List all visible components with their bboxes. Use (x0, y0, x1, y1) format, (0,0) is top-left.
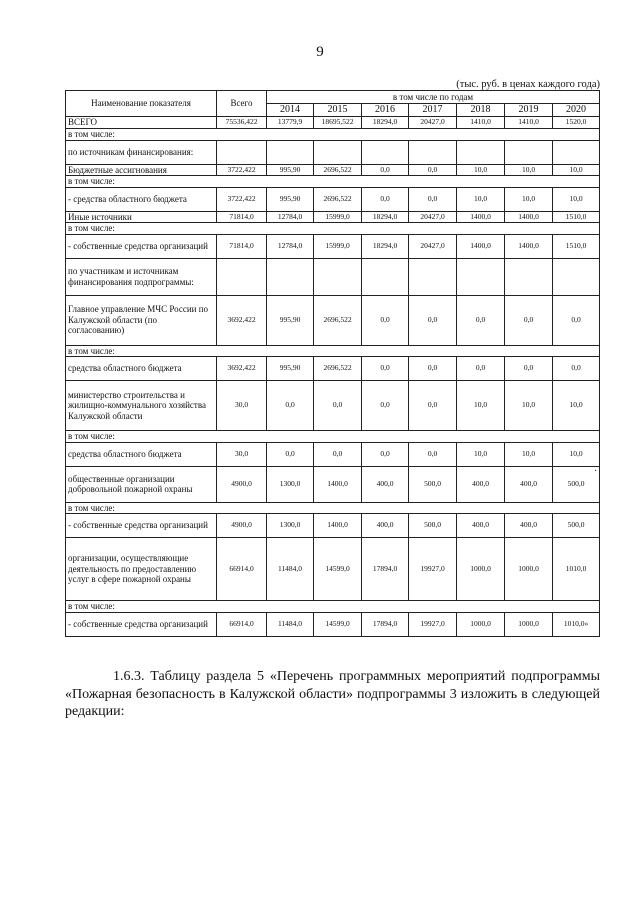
page-number: 9 (316, 44, 324, 60)
row-label: по участникам и источникам финансирования подпрограммы: (66, 258, 217, 295)
row-value: 71814,0 (217, 211, 267, 223)
row-value: 18294,0 (362, 211, 409, 223)
row-label: в том числе: (66, 502, 600, 514)
row-value: 1510,0 (553, 234, 600, 258)
row-value: 995,90 (267, 357, 314, 381)
table-row (66, 258, 600, 295)
row-value: 10,0 (505, 442, 553, 466)
row-value: 2696,522 (314, 187, 362, 211)
row-value: 10,0 (457, 381, 505, 431)
row-label: по источникам финансирования: (66, 140, 217, 164)
table-row (66, 431, 600, 443)
row-value: 66914,0 (217, 538, 267, 601)
row-label: министерство строительства и жилищно-коммунального хозяйства Калужской области (66, 381, 217, 431)
row-value (217, 140, 267, 164)
row-label: ВСЕГО (66, 117, 217, 129)
row-value: 1000,0 (457, 538, 505, 601)
row-value (267, 140, 314, 164)
row-value: 995,90 (267, 187, 314, 211)
row-value: 10,0 (553, 442, 600, 466)
row-value: 11484,0 (267, 538, 314, 601)
row-value: 20427,0 (409, 211, 457, 223)
row-value: 1010,0» (553, 612, 600, 636)
row-label: в том числе: (66, 431, 600, 443)
row-value: 18695,522 (314, 117, 362, 129)
row-value (314, 140, 362, 164)
row-value: 19927,0 (409, 612, 457, 636)
row-value: 4900,0 (217, 466, 267, 502)
row-value: 1300,0 (267, 514, 314, 538)
row-value (457, 140, 505, 164)
row-value: 10,0 (553, 381, 600, 431)
row-value (267, 258, 314, 295)
row-value: 12784,0 (267, 211, 314, 223)
row-value: 75536,422 (217, 117, 267, 129)
row-value: 0,0 (362, 164, 409, 176)
row-value: 4900,0 (217, 514, 267, 538)
row-value: 13779,9 (267, 117, 314, 129)
row-value: 0,0 (362, 295, 409, 345)
row-value: 400,0 (457, 466, 505, 502)
row-value: 2696,522 (314, 295, 362, 345)
row-value: 10,0 (553, 187, 600, 211)
table-row (66, 234, 600, 258)
table-row (66, 502, 600, 514)
row-value: 11484,0 (267, 612, 314, 636)
row-value: 3692,422 (217, 295, 267, 345)
row-value: 15999,0 (314, 234, 362, 258)
row-value (505, 258, 553, 295)
row-value: 1400,0 (457, 234, 505, 258)
row-label: в том числе: (66, 176, 600, 188)
row-value: 500,0 (553, 514, 600, 538)
table-row (66, 466, 600, 502)
row-value: 1000,0 (505, 612, 553, 636)
financing-table (65, 90, 600, 637)
header-year: 2014 (267, 104, 314, 117)
table-row (66, 381, 600, 431)
paragraph (65, 668, 600, 721)
header-name: Наименование показателя (66, 91, 217, 117)
row-value: 10,0 (457, 187, 505, 211)
row-label: в том числе: (66, 345, 600, 357)
row-value: 20427,0 (409, 117, 457, 129)
row-label: общественные организации добровольной пожарной охраны (66, 466, 217, 502)
row-value: 1510,0 (553, 211, 600, 223)
row-value: 0,0 (362, 187, 409, 211)
row-value: 1520,0 (553, 117, 600, 129)
paragraph-text: 1.6.3. Таблицу раздела 5 «Перечень программных мероприятий подпрограммы «Пожарная безопасность в Калужской области» подпрограммы 3 изложить в следующей редакции: (65, 669, 600, 719)
row-value: 17894,0 (362, 538, 409, 601)
table-row (66, 140, 600, 164)
row-value: 0,0 (362, 357, 409, 381)
row-value: 18294,0 (362, 117, 409, 129)
row-label: средства областного бюджета (66, 357, 217, 381)
row-value (457, 258, 505, 295)
row-value: 0,0 (553, 295, 600, 345)
row-value: 995,90 (267, 164, 314, 176)
row-value: 10,0 (457, 164, 505, 176)
row-value: 15999,0 (314, 211, 362, 223)
row-label: - собственные средства организаций (66, 612, 217, 636)
row-value: 400,0 (362, 514, 409, 538)
row-label: в том числе: (66, 129, 600, 141)
row-value (217, 258, 267, 295)
row-value: 0,0 (409, 381, 457, 431)
row-value: 0,0 (457, 295, 505, 345)
header-year: 2019 (505, 104, 553, 117)
row-label: средства областного бюджета (66, 442, 217, 466)
header-year: 2017 (409, 104, 457, 117)
header-year: 2020 (553, 104, 600, 117)
row-value: 3692,422 (217, 357, 267, 381)
table-row (66, 612, 600, 636)
row-value: 10,0 (505, 164, 553, 176)
row-value (409, 258, 457, 295)
row-value: 995,90 (267, 295, 314, 345)
row-value: 0,0 (314, 381, 362, 431)
header-year: 2018 (457, 104, 505, 117)
row-value: 10,0 (505, 381, 553, 431)
row-label: в том числе: (66, 223, 600, 235)
table-row (66, 357, 600, 381)
row-value: 0,0 (314, 442, 362, 466)
row-value: 2696,522 (314, 164, 362, 176)
row-value: 1010,0 (553, 538, 600, 601)
row-value: 1300,0 (267, 466, 314, 502)
row-value (505, 140, 553, 164)
row-value: 500,0 (409, 514, 457, 538)
row-value: 14599,0 (314, 538, 362, 601)
row-value: 1000,0 (505, 538, 553, 601)
row-value: 71814,0 (217, 234, 267, 258)
row-value: 0,0 (505, 357, 553, 381)
row-value: 0,0 (409, 357, 457, 381)
row-value: 20427,0 (409, 234, 457, 258)
header-total: Всего (217, 91, 267, 117)
row-value: 400,0 (505, 514, 553, 538)
row-value: 0,0 (409, 295, 457, 345)
row-value: 30,0 (217, 442, 267, 466)
row-value: 3722,422 (217, 164, 267, 176)
row-value: 17894,0 (362, 612, 409, 636)
table-row (66, 129, 600, 141)
row-value: 400,0 (505, 466, 553, 502)
row-value: 18294,0 (362, 234, 409, 258)
table-row (66, 345, 600, 357)
row-value: 1410,0 (457, 117, 505, 129)
row-value: 10,0 (553, 164, 600, 176)
row-value: 1000,0 (457, 612, 505, 636)
row-value: 1400,0 (314, 514, 362, 538)
table-row (66, 295, 600, 345)
row-value (553, 140, 600, 164)
row-label: - собственные средства организаций (66, 514, 217, 538)
row-value: 3722,422 (217, 187, 267, 211)
row-value (409, 140, 457, 164)
row-label: - средства областного бюджета (66, 187, 217, 211)
row-value: 0,0 (553, 357, 600, 381)
table-row (66, 117, 600, 129)
row-value: 400,0 (457, 514, 505, 538)
row-value: 66914,0 (217, 612, 267, 636)
row-value: 0,0 (362, 442, 409, 466)
row-value (362, 140, 409, 164)
table-row (66, 176, 600, 188)
table-row (66, 223, 600, 235)
row-value: 0,0 (457, 357, 505, 381)
row-label: - собственные средства организаций (66, 234, 217, 258)
row-value: 0,0 (267, 381, 314, 431)
header-year: 2016 (362, 104, 409, 117)
row-value: 10,0 (505, 187, 553, 211)
row-value: 0,0 (362, 381, 409, 431)
header-year: 2015 (314, 104, 362, 117)
units-note: (тыс. руб. в ценах каждого года) (456, 79, 600, 90)
row-label: в том числе: (66, 601, 600, 613)
row-value (553, 258, 600, 295)
row-value: 0,0 (409, 442, 457, 466)
table-row (66, 514, 600, 538)
row-value: 0,0 (505, 295, 553, 345)
row-value: 14599,0 (314, 612, 362, 636)
row-value: 1400,0 (505, 211, 553, 223)
table-row (66, 442, 600, 466)
row-value: 1400,0 (457, 211, 505, 223)
row-value: 10,0 (457, 442, 505, 466)
row-value: 1400,0 (314, 466, 362, 502)
row-value: 500,0 (409, 466, 457, 502)
row-label: Главное управление МЧС России по Калужской области (по согласованию) (66, 295, 217, 345)
table-row (66, 538, 600, 601)
table-row (66, 164, 600, 176)
row-value: 0,0 (267, 442, 314, 466)
header-years-group: в том числе по годам (267, 91, 600, 104)
row-value: 400,0 (362, 466, 409, 502)
stray-mark: · (594, 466, 598, 477)
row-label: Иные источники (66, 211, 217, 223)
row-value: 2696,522 (314, 357, 362, 381)
row-value: 1400,0 (505, 234, 553, 258)
table-row (66, 211, 600, 223)
row-value: 19927,0 (409, 538, 457, 601)
table-row (66, 601, 600, 613)
row-value: 0,0 (409, 187, 457, 211)
row-value: 1410,0 (505, 117, 553, 129)
row-value: 30,0 (217, 381, 267, 431)
row-label: организации, осуществляющие деятельность по предоставлению услуг в сфере пожарной охраны (66, 538, 217, 601)
row-value: 0,0 (409, 164, 457, 176)
row-label: Бюджетные ассигнования (66, 164, 217, 176)
row-value (362, 258, 409, 295)
row-value: 500,0 (553, 466, 600, 502)
row-value (314, 258, 362, 295)
table-row (66, 187, 600, 211)
row-value: 12784,0 (267, 234, 314, 258)
